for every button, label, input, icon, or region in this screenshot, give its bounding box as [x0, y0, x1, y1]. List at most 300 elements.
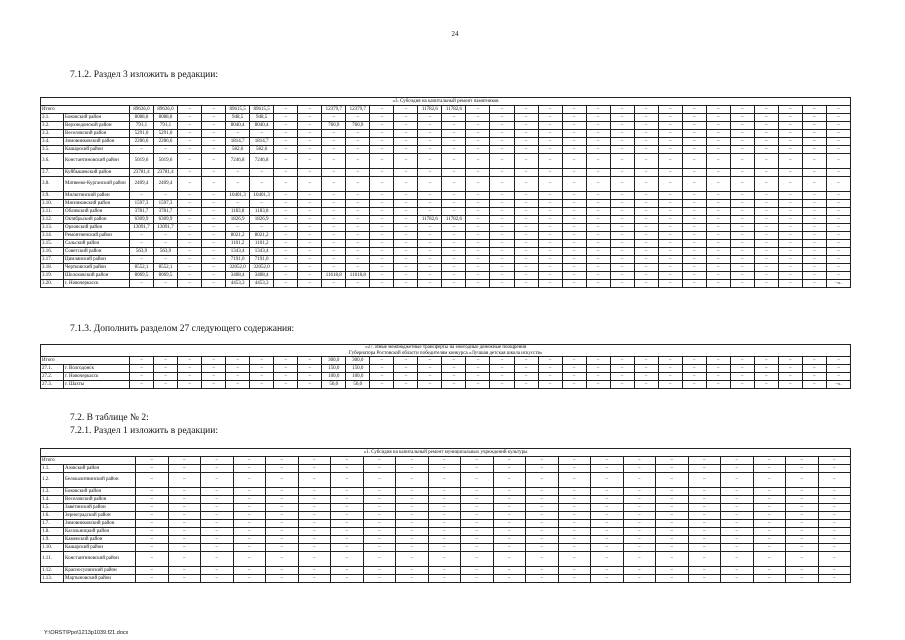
row-value: – — [778, 192, 802, 200]
table-caption-row — [41, 345, 851, 357]
row-value: – — [466, 248, 490, 256]
row-value: – — [370, 264, 394, 272]
row-value: – — [778, 256, 802, 264]
row-value: – — [658, 216, 682, 224]
total-value: 89636,0 — [154, 106, 178, 114]
row-value: – — [538, 381, 562, 389]
row-value: – — [490, 224, 514, 232]
row-value: – — [526, 504, 559, 512]
row-value: – — [658, 130, 682, 138]
row-name: Кашарский район — [64, 146, 130, 154]
row-value: – — [802, 177, 826, 192]
total-value: – — [226, 357, 250, 365]
row-value: – — [466, 169, 490, 177]
row-value: – — [154, 256, 178, 264]
row-number: 3.15. — [41, 240, 64, 248]
row-value: – — [658, 365, 682, 373]
row-value: – — [493, 528, 526, 536]
total-value: – — [514, 106, 538, 114]
table-row — [41, 504, 851, 512]
total-value: – — [786, 457, 819, 465]
row-value: – — [656, 567, 689, 575]
row-value: – — [202, 373, 226, 381]
row-value: – — [298, 465, 331, 473]
row-value: – — [266, 520, 299, 528]
row-value: – — [802, 248, 826, 256]
row-value: – — [442, 240, 466, 248]
row-value: – — [178, 240, 202, 248]
row-value: – — [136, 465, 169, 473]
row-value: – — [490, 240, 514, 248]
row-value: – — [201, 552, 234, 567]
row-value: – — [428, 504, 461, 512]
row-value: – — [298, 272, 322, 280]
row-value: – — [168, 552, 201, 567]
row-value: – — [201, 544, 234, 552]
row-value: – — [298, 200, 322, 208]
row-value: – — [706, 224, 730, 232]
row-value: – — [370, 177, 394, 192]
row-value: – — [346, 200, 370, 208]
row-value: – — [802, 192, 826, 200]
row-value: – — [274, 200, 298, 208]
row-value: – — [418, 200, 442, 208]
row-value: – — [178, 280, 202, 288]
row-value: – — [168, 512, 201, 520]
row-value: – — [778, 200, 802, 208]
row-value: – — [558, 575, 591, 583]
row-value: – — [266, 528, 299, 536]
row-value: – — [461, 552, 494, 567]
row-value: – — [274, 216, 298, 224]
row-value: – — [370, 373, 394, 381]
row-value: – — [168, 536, 201, 544]
row-value: – — [778, 216, 802, 224]
row-value: – — [331, 528, 364, 536]
row-value: – — [233, 473, 266, 488]
row-value: – — [634, 130, 658, 138]
row-value: – — [562, 272, 586, 280]
row-value: – — [298, 130, 322, 138]
row-value: 7246,8 — [250, 154, 274, 169]
row-value: – — [442, 272, 466, 280]
total-value: – — [363, 457, 396, 465]
row-value: – — [461, 567, 494, 575]
row-value: – — [656, 496, 689, 504]
row-value: – — [493, 544, 526, 552]
row-value: – — [514, 381, 538, 389]
row-name: Милютинский район — [64, 192, 130, 200]
row-value: – — [370, 114, 394, 122]
row-value: – — [396, 512, 429, 520]
row-value: – — [346, 192, 370, 200]
row-value: – — [274, 381, 298, 389]
row-number: 3.19. — [41, 272, 64, 280]
row-value: – — [136, 488, 169, 496]
row-value: – — [130, 256, 154, 264]
row-value: 1597,3 — [154, 200, 178, 208]
row-value: – — [466, 208, 490, 216]
table-row — [41, 208, 851, 216]
row-value: – — [233, 575, 266, 583]
row-value: – — [346, 264, 370, 272]
row-value: – — [562, 130, 586, 138]
row-value: – — [442, 122, 466, 130]
row-value: – — [461, 528, 494, 536]
row-value: 1814,7 — [226, 138, 250, 146]
row-value: – — [538, 169, 562, 177]
total-value: – — [526, 457, 559, 465]
row-value: – — [202, 216, 226, 224]
row-value: – — [786, 544, 819, 552]
row-value: – — [331, 575, 364, 583]
row-value: – — [778, 381, 802, 389]
row-value: – — [370, 365, 394, 373]
row-value: – — [394, 272, 418, 280]
row-value: – — [493, 473, 526, 488]
row-value: – — [753, 512, 786, 520]
row-number: 3.1. — [41, 114, 64, 122]
table-caption-row — [41, 98, 851, 106]
row-value: – — [786, 567, 819, 575]
row-value: 32052,0 — [226, 264, 250, 272]
row-value: – — [418, 381, 442, 389]
row-value: – — [721, 488, 754, 496]
row-value: – — [706, 272, 730, 280]
row-value: – — [730, 280, 754, 288]
row-value: – — [526, 496, 559, 504]
row-value: – — [346, 208, 370, 216]
row-value: – — [658, 248, 682, 256]
row-value: – — [154, 280, 178, 288]
row-value: – — [178, 122, 202, 130]
row-value: 760,9 — [322, 122, 346, 130]
row-value: – — [298, 146, 322, 154]
row-value: 11618,8 — [346, 272, 370, 280]
row-value: – — [538, 177, 562, 192]
row-value: – — [442, 381, 466, 389]
row-value: – — [634, 248, 658, 256]
row-value: – — [370, 248, 394, 256]
row-value: – — [346, 130, 370, 138]
row-value: – — [202, 272, 226, 280]
row-value: – — [130, 280, 154, 288]
row-value: – — [370, 256, 394, 264]
row-value: – — [346, 216, 370, 224]
row-value: – — [586, 240, 610, 248]
row-value: 1101,2 — [226, 240, 250, 248]
row-value: 5291,0 — [154, 130, 178, 138]
row-number: 3.9. — [41, 192, 64, 200]
row-value: 1814,7 — [250, 138, 274, 146]
row-value: – — [754, 240, 778, 248]
row-value: – — [370, 272, 394, 280]
table-row — [41, 216, 851, 224]
row-value: – — [634, 256, 658, 264]
row-value: – — [370, 381, 394, 389]
row-value: – — [226, 373, 250, 381]
row-value: – — [706, 146, 730, 154]
total-value: – — [802, 106, 826, 114]
row-value: 32052,0 — [250, 264, 274, 272]
row-value: – — [538, 240, 562, 248]
total-value: – — [370, 357, 394, 365]
row-value: – — [274, 130, 298, 138]
row-value: – — [730, 256, 754, 264]
table-caption — [41, 98, 851, 106]
row-value: – — [490, 373, 514, 381]
row-value: – — [538, 248, 562, 256]
row-value: – — [526, 575, 559, 583]
row-value: – — [202, 248, 226, 256]
row-value: – — [682, 146, 706, 154]
row-value: – — [346, 232, 370, 240]
row-value: – — [656, 473, 689, 488]
row-value: – — [274, 280, 298, 288]
row-value: – — [730, 192, 754, 200]
row-value: – — [394, 240, 418, 248]
row-value: – — [826, 248, 850, 256]
row-value: – — [418, 169, 442, 177]
row-value: – — [154, 381, 178, 389]
row-value: – — [682, 154, 706, 169]
row-value: – — [322, 280, 346, 288]
row-value: – — [201, 496, 234, 504]
row-number: 1.10. — [41, 544, 64, 552]
row-value: – — [298, 473, 331, 488]
row-value: – — [682, 122, 706, 130]
row-name: Обливский район — [64, 208, 130, 216]
row-value: – — [634, 280, 658, 288]
row-value: – — [370, 240, 394, 248]
row-value: – — [428, 544, 461, 552]
row-value: – — [233, 552, 266, 567]
row-value: – — [826, 224, 850, 232]
total-value: – — [818, 457, 851, 465]
row-value: – — [658, 232, 682, 240]
row-value: – — [591, 496, 624, 504]
row-value: – — [178, 365, 202, 373]
row-value: – — [526, 528, 559, 536]
total-value: – — [826, 357, 850, 365]
row-value: 1597,3 — [130, 200, 154, 208]
row-value: – — [154, 192, 178, 200]
row-value: – — [562, 146, 586, 154]
row-value: – — [778, 169, 802, 177]
row-value: – — [466, 154, 490, 169]
total-value: – — [514, 357, 538, 365]
row-value: – — [202, 280, 226, 288]
row-value: 1343,4 — [250, 248, 274, 256]
row-value: 1101,2 — [250, 240, 274, 248]
row-value: – — [730, 264, 754, 272]
row-value: 760,9 — [346, 122, 370, 130]
row-value: – — [493, 552, 526, 567]
row-value: – — [298, 552, 331, 567]
row-value: – — [461, 488, 494, 496]
row-value: – — [394, 154, 418, 169]
row-value: 563,9 — [130, 248, 154, 256]
row-number: 3.11. — [41, 208, 64, 216]
row-value: – — [514, 208, 538, 216]
row-value: – — [514, 365, 538, 373]
row-value: – — [168, 465, 201, 473]
row-name: Верхнедонской район — [64, 122, 130, 130]
row-value: – — [514, 138, 538, 146]
row-value: – — [586, 256, 610, 264]
row-value: – — [778, 138, 802, 146]
table-row — [41, 154, 851, 169]
interbudget-transfers-table — [40, 344, 851, 389]
row-value: – — [298, 154, 322, 169]
row-value: – — [490, 365, 514, 373]
row-value: – — [490, 138, 514, 146]
row-value: – — [658, 138, 682, 146]
row-value: – — [682, 365, 706, 373]
total-value: 11782,6 — [442, 106, 466, 114]
row-value: – — [428, 465, 461, 473]
total-value: – — [298, 357, 322, 365]
row-value: 3781,7 — [130, 208, 154, 216]
total-value: – — [682, 357, 706, 365]
table-row — [41, 365, 851, 373]
total-value: – — [610, 357, 634, 365]
page-number: 24 — [451, 30, 459, 38]
row-value: – — [168, 567, 201, 575]
row-value: – — [658, 240, 682, 248]
total-value: – — [178, 106, 202, 114]
row-value: – — [428, 512, 461, 520]
row-value: – — [428, 567, 461, 575]
row-value: – — [730, 240, 754, 248]
row-name: Константиновский район — [64, 552, 136, 567]
table-row — [41, 520, 851, 528]
row-number: 1.8. — [41, 528, 64, 536]
row-value: – — [346, 224, 370, 232]
row-value: – — [363, 512, 396, 520]
row-name: Азовский район — [64, 465, 136, 473]
row-value: – — [688, 520, 721, 528]
row-value: – — [586, 280, 610, 288]
row-value: – — [274, 114, 298, 122]
row-value: – — [591, 504, 624, 512]
row-value: – — [634, 232, 658, 240]
total-value: – — [168, 457, 201, 465]
row-value: – — [461, 536, 494, 544]
row-value: – — [514, 256, 538, 264]
row-value: – — [591, 536, 624, 544]
row-value: – — [233, 465, 266, 473]
total-value: – — [562, 106, 586, 114]
row-value: – — [706, 192, 730, 200]
row-value: – — [396, 473, 429, 488]
row-value: – — [754, 381, 778, 389]
row-value: – — [514, 240, 538, 248]
row-value: – — [538, 146, 562, 154]
row-value: – — [610, 248, 634, 256]
row-number: 1.9. — [41, 536, 64, 544]
row-value: – — [586, 138, 610, 146]
table-row — [41, 496, 851, 504]
row-value: 3408,4 — [226, 272, 250, 280]
row-name: Октябрьский район — [64, 216, 130, 224]
row-value: – — [562, 264, 586, 272]
row-value: – — [274, 232, 298, 240]
row-value: – — [706, 130, 730, 138]
row-value: – — [418, 280, 442, 288]
row-value: – — [754, 138, 778, 146]
row-value: – — [226, 177, 250, 192]
row-value: – — [721, 473, 754, 488]
row-value: – — [266, 488, 299, 496]
row-value: 4453,3 — [226, 280, 250, 288]
row-value: – — [266, 567, 299, 575]
row-value: – — [178, 208, 202, 216]
row-value: – — [178, 146, 202, 154]
row-value: – — [514, 216, 538, 224]
row-value: – — [298, 504, 331, 512]
row-value: – — [623, 488, 656, 496]
total-value: – — [706, 106, 730, 114]
row-value: – — [298, 488, 331, 496]
row-value: – — [730, 169, 754, 177]
row-value: – — [394, 138, 418, 146]
row-value: – — [298, 373, 322, 381]
row-value: 23781,4 — [130, 169, 154, 177]
row-value: – — [274, 192, 298, 200]
row-value: – — [586, 381, 610, 389]
row-value: – — [274, 373, 298, 381]
row-value: – — [514, 264, 538, 272]
row-value: – — [490, 256, 514, 264]
table-row — [41, 200, 851, 208]
row-name: Белокалитвинский район — [64, 473, 136, 488]
row-value: – — [721, 504, 754, 512]
row-value: – — [658, 373, 682, 381]
row-value: – — [493, 536, 526, 544]
row-name: Цимлянский район — [64, 256, 130, 264]
row-value: – — [706, 365, 730, 373]
table-row — [41, 138, 851, 146]
total-value: – — [490, 106, 514, 114]
row-value: – — [136, 520, 169, 528]
row-value: – — [526, 544, 559, 552]
row-value: – — [753, 567, 786, 575]
row-value: – — [721, 544, 754, 552]
row-value: – — [826, 208, 850, 216]
total-label: Итого — [41, 357, 130, 365]
row-name: Чертковский район — [64, 264, 130, 272]
row-value: – — [586, 365, 610, 373]
row-value: – — [753, 552, 786, 567]
row-value: 2409,4 — [130, 177, 154, 192]
row-value: – — [634, 138, 658, 146]
row-value: – — [682, 264, 706, 272]
row-value: – — [721, 536, 754, 544]
section-heading-7-2: 7.2. В таблице № 2: — [70, 413, 149, 423]
row-value: 2286,6 — [130, 138, 154, 146]
row-value: – — [818, 520, 851, 528]
row-value: – — [136, 567, 169, 575]
row-value: – — [706, 373, 730, 381]
table-caption-row — [41, 449, 851, 457]
row-value: – — [461, 473, 494, 488]
row-value: – — [802, 264, 826, 272]
row-value: – — [538, 138, 562, 146]
row-value: – — [394, 381, 418, 389]
table-row — [41, 232, 851, 240]
row-value: – — [558, 552, 591, 567]
